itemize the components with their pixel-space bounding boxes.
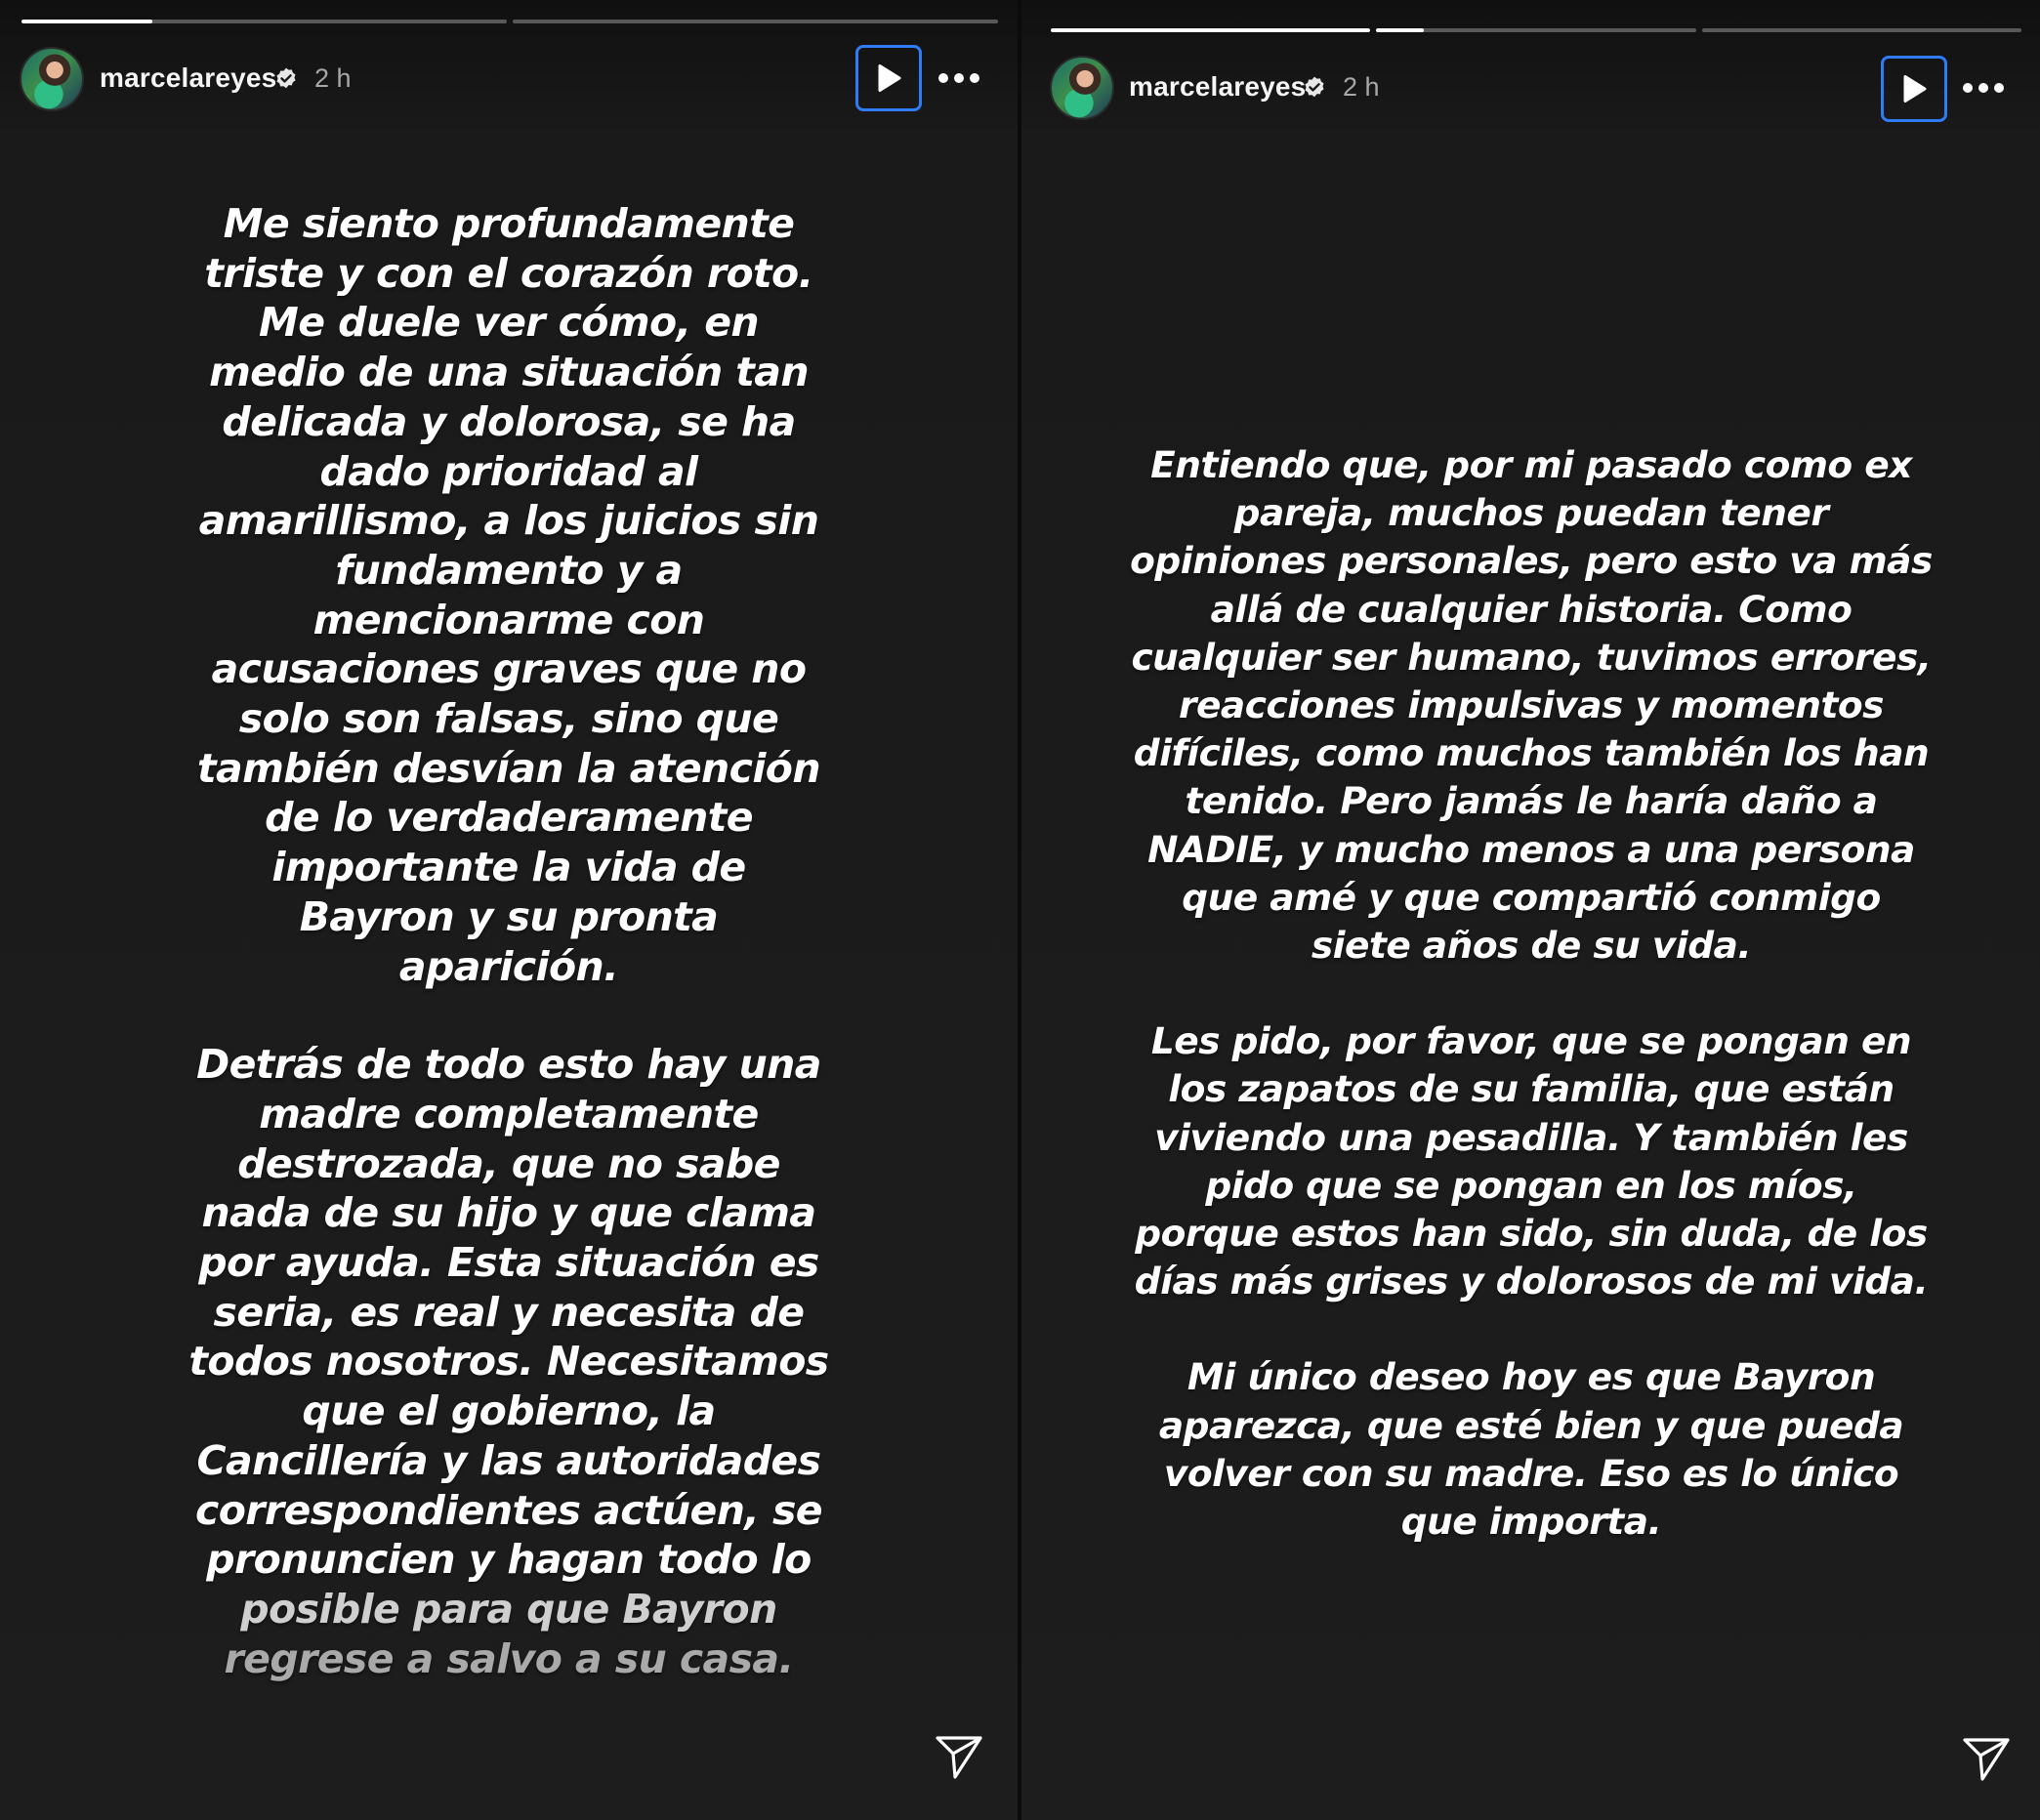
text-line: tenido. Pero jamás le haría daño a [1185,779,1878,823]
progress-segment [21,20,507,23]
progress-segment [1376,28,1695,32]
text-line: acusaciones graves que no [211,645,807,693]
text-line: triste y con el corazón roto. [204,249,813,297]
text-line: correspondientes actúen, se [195,1486,822,1534]
text-line: que amé y que compartió conmigo [1182,875,1881,919]
story-text [1104,441,1958,1546]
send-icon[interactable] [1961,1732,2012,1783]
text-line: posible para que Bayron [240,1585,777,1633]
text-line: fundamento y a [335,546,683,594]
text-line: por ayuda. Esta situación es [198,1239,819,1287]
text-line: allá de cualquier historia. Como [1210,587,1853,631]
story-panel-right[interactable] [1021,0,2040,1820]
paragraph [1104,1353,1958,1546]
text-line: NADIE, y mucho menos a una persona [1147,827,1915,871]
story-header [0,45,1018,113]
progress-segment [1702,28,2021,32]
post-time: 2 h [314,63,352,93]
text-line: opiniones personales, pero esto va más [1130,539,1933,583]
text-line: seria, es real y necesita de [213,1288,805,1336]
text-line: pronuncien y hagan todo lo [206,1536,812,1584]
text-line: Cancillería y las autoridades [196,1436,821,1484]
text-line: viviendo una pesadilla. Y también les [1154,1115,1908,1159]
text-line: nada de su hijo y que clama [201,1189,816,1237]
post-time: 2 h [1343,72,1380,102]
story-header [1021,54,2040,122]
more-options-button[interactable] [1957,68,2010,107]
paragraph [1104,441,1958,970]
text-line: de lo verdaderamente [265,794,753,842]
text-line: Mi único deseo hoy es que Bayron [1187,1355,1876,1399]
story-progress-bar [1051,28,2021,32]
text-line: pareja, muchos puedan tener [1233,491,1829,535]
paragraph [186,1040,832,1683]
text-line: que importa. [1400,1500,1662,1544]
text-line: también desvían la atención [197,744,820,792]
text-line: volver con su madre. Eso es lo único [1163,1451,1899,1495]
text-line: Me siento profundamente [223,200,795,247]
text-line: solo son falsas, sino que [238,695,779,743]
progress-segment [1051,28,1370,32]
story-text [186,199,832,1683]
paragraph [1104,1017,1958,1305]
progress-segment [513,20,998,23]
text-line: días más grises y dolorosos de mi vida. [1134,1260,1929,1303]
text-line: Bayron y su pronta [299,892,719,940]
play-icon [874,62,903,94]
text-line: dado prioridad al [319,447,698,495]
text-line: pido que se pongan en los míos, [1205,1163,1857,1207]
text-line: Entiendo que, por mi pasado como ex [1150,443,1912,486]
text-line: madre completamente [259,1090,759,1138]
more-horizontal-icon [1962,82,2005,94]
play-icon [1899,73,1929,104]
text-line: medio de una situación tan [209,349,809,396]
text-line: aparición. [398,942,619,990]
verified-badge-icon [273,66,299,92]
text-line: reacciones impulsivas y momentos [1179,683,1884,727]
story-progress-bar [21,20,998,23]
text-line: importante la vida de [271,844,746,891]
avatar[interactable] [20,47,84,111]
text-line: destrozada, que no sabe [237,1139,780,1187]
play-button[interactable] [855,45,922,111]
text-line: Les pido, por favor, que se pongan en [1150,1019,1912,1063]
text-line: Me duele ver cómo, en [259,299,759,347]
verified-badge-icon [1302,75,1327,101]
text-line: que el gobierno, la [302,1387,716,1435]
text-line: porque estos han sido, sin duda, de los [1135,1212,1928,1256]
text-line: todos nosotros. Necesitamos [188,1338,829,1386]
story-panel-left[interactable] [0,0,1018,1820]
more-horizontal-icon [937,72,980,84]
text-line: los zapatos de su familia, que están [1168,1067,1894,1111]
more-options-button[interactable] [933,59,985,98]
text-line: aparezca, que esté bien y que pueda [1158,1403,1904,1447]
text-line: delicada y dolorosa, se ha [222,397,796,445]
text-line: regrese a salvo a su casa. [224,1634,794,1682]
text-line: Detrás de todo esto hay una [196,1041,821,1089]
text-line: difíciles, como muchos también los han [1133,731,1930,775]
play-button[interactable] [1881,56,1947,122]
username[interactable]: marcelareyes [1129,71,1307,102]
paragraph [186,199,832,991]
username[interactable]: marcelareyes [100,62,277,93]
text-line: siete años de su vida. [1311,924,1752,968]
send-icon[interactable] [934,1730,984,1781]
avatar[interactable] [1050,56,1114,120]
text-line: mencionarme con [312,596,705,643]
text-line: amarillismo, a los juicios sin [198,497,819,545]
text-line: cualquier ser humano, tuvimos errores, [1131,635,1932,679]
